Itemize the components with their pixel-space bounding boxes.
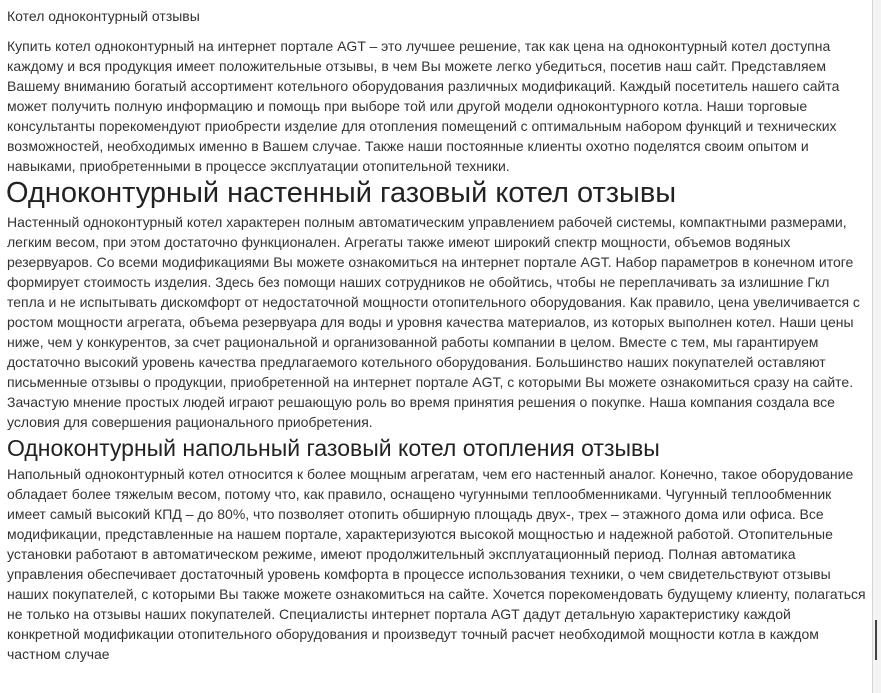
wall-boiler-paragraph: Настенный одноконтурный котел характерен полным автоматическим управлением рабочей системы, компактными размерами, легким весом, при этом достаточно функционален. Агрегаты также имеют широкий спектр мощности, объемов водяных резервуаров. Со всеми модификациями Вы можете ознакомиться на интернет портале AGT. Набор параметров в конечном итоге формирует стоимость изделия. Здесь без помощи наших сотрудников не обойтись, чтобы не переплачивать за излишние Гкл тепла и не испытывать дискомфорт от недостаточной мощности отопительного оборудования. Как правило, цена увеличивается с ростом мощности агрегата, объема резервуара для воды и уровня качества материалов, из которых выполнен котел. Наши цены ниже, чем у конкурентов, за счет рациональной и организованной работы компании в целом. Вместе с тем, мы гарантируем достаточно высокий уровень качества предлагаемого котельного оборудования. Большинство наших покупателей оставляют письменные отзывы о продукции, приобретенной на интернет портале AGT, с которыми Вы можете ознакомиться сразу на сайте. Зачастую мнение простых людей играют решающую роль во время принятия решения о покупке. Наша компания создала все условия для совершения рационального приобретения. [7, 214, 860, 430]
floor-boiler-heading: Одноконтурный напольный газовый котел отопления отзывы [7, 435, 660, 461]
scrollbar-thumb[interactable] [875, 620, 877, 660]
page-label: Котел одноконтурный отзывы [7, 8, 200, 24]
floor-boiler-paragraph: Напольный одноконтурный котел относится к более мощным агрегатам, чем его настенный аналог. Конечно, такое оборудование обладает более тяжелым весом, потому что, как правило, оснащено чугунными теплообменниками. Чугунный теплообменник имеет самый высокий КПД – до 80%, что позволяет отопить обширную площадь двух-, трех – этажного дома или офиса. Все модификации, представленные на нашем портале, характеризуются высокой мощностью и надежной работой. Отопительные установки работают в автоматическом режиме, имеют продолжительный эксплуатационный период. Полная автоматика управления обеспечивает достаточный уровень комфорта в процессе использования техники, о чем свидетельствуют отзывы наших покупателей, с которыми Вы также можете ознакомиться на сайте. Хочется порекомендовать будущему клиенту, полагаться не только на отзывы наших покупателей. Специалисты интернет портала AGT дадут детальную характеристику каждой конкретной модификации отопительного оборудования и произведут точный расчет необходимой мощности котла в каждом частном случае [7, 466, 866, 662]
intro-paragraph: Купить котел одноконтурный на интернет портале AGT – это лучшее решение, так как цена на одноконтурный котел доступна каждому и вся продукция имеет положительные отзывы, в чем Вы можете легко убедиться, посетив наш сайт. Представляем Вашему вниманию богатый ассортимент котельного оборудования различных модификаций. Каждый посетитель нашего сайта может получить полную информацию и помощь при выборе той или другой модели одноконтурного котла. Наши торговые консультанты порекомендуют приобрести изделие для отопления помещений с оптимальным набором функций и технических возможностей, необходимых именно в Вашем случае. Также наши постоянные клиенты охотно поделятся своим опытом и навыками, приобретенными в процессе эксплуатации отопительной техники. [7, 38, 840, 174]
scrollbar[interactable] [872, 0, 881, 693]
wall-boiler-heading: Одноконтурный настенный газовый котел отзывы [6, 177, 677, 209]
